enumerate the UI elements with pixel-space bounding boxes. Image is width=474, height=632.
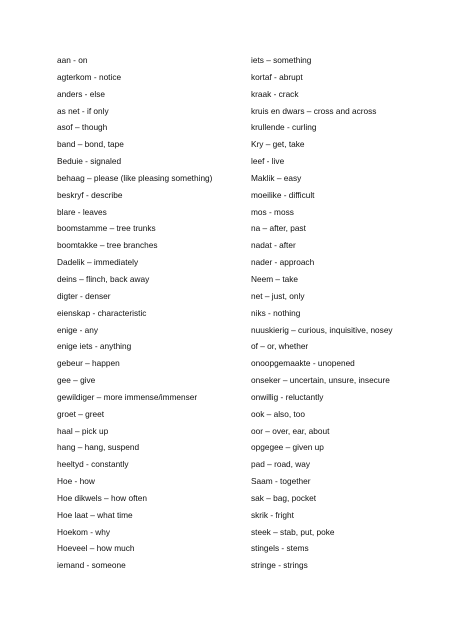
vocab-entry: hang – hang, suspend (57, 442, 140, 453)
vocab-entry: enige - any (57, 324, 99, 335)
vocab-entry: boomstamme – tree trunks (57, 223, 156, 234)
vocab-entry: deins – flinch, back away (57, 273, 150, 284)
vocab-entry: nuuskierig – curious, inquisitive, nosey (251, 324, 393, 335)
vocab-entry: behaag – please (like pleasing something) (57, 172, 213, 183)
vocab-entry: onoopgemaakte - unopened (251, 358, 355, 369)
vocab-entry: enige iets - anything (57, 341, 132, 352)
vocab-entry: sak – bag, pocket (251, 492, 317, 503)
vocab-entry: band – bond, tape (57, 139, 124, 150)
vocab-entry: Hoe dikwels – how often (57, 492, 147, 503)
vocab-entry: aan - on (57, 55, 88, 65)
vocab-entry: Hoe - how (57, 476, 95, 487)
vocab-entry: ook – also, too (251, 408, 305, 419)
vocab-entry: Kry – get, take (251, 139, 305, 150)
vocab-entry: leef - live (251, 156, 285, 167)
vocab-entry: gewildiger – more immense/immenser (57, 391, 198, 402)
vocab-entry: anders - else (57, 88, 105, 99)
vocabulary-list-right (251, 52, 466, 574)
vocab-entry: skrik - fright (251, 509, 294, 520)
vocab-entry: mos - moss (251, 206, 294, 217)
vocab-entry: onseker – uncertain, unsure, insecure (251, 375, 390, 386)
vocab-entry: kortaf - abrupt (251, 71, 303, 82)
vocab-entry: onwillig - reluctantly (251, 391, 324, 402)
vocab-entry: boomtakke – tree branches (57, 240, 158, 251)
vocab-entry: blare - leaves (57, 206, 107, 217)
vocab-entry: beskryf - describe (57, 189, 123, 200)
vocab-entry: gebeur – happen (57, 358, 120, 369)
vocab-entry: agterkom - notice (57, 71, 122, 82)
vocab-entry: kruis en dwars – cross and across (251, 105, 377, 116)
vocab-entry: steek – stab, put, poke (251, 526, 335, 537)
vocab-entry: gee – give (57, 375, 96, 386)
vocab-entry: niks - nothing (251, 307, 301, 318)
vocabulary-list-left (57, 52, 242, 574)
vocab-entry: Beduie - signaled (57, 156, 122, 167)
vocab-entry: net – just, only (251, 290, 305, 301)
vocab-entry: Saam - together (251, 476, 311, 487)
vocab-entry: iets – something (251, 55, 312, 65)
vocab-entry: of – or, whether (251, 341, 309, 352)
vocab-entry: heeltyd - constantly (57, 459, 129, 470)
vocab-entry: opgegee – given up (251, 442, 324, 453)
vocab-entry: digter - denser (57, 290, 111, 301)
vocab-entry: stringe - strings (251, 560, 308, 571)
vocab-entry: krullende - curling (251, 122, 317, 133)
vocab-entry: Maklik – easy (251, 172, 302, 183)
vocab-entry: Dadelik – immediately (57, 257, 139, 268)
vocab-entry: iemand - someone (57, 560, 126, 571)
vocab-entry: haal – pick up (57, 425, 109, 436)
vocab-entry: Hoeveel – how much (57, 543, 135, 554)
vocab-entry: groet – greet (57, 408, 105, 419)
vocab-entry: nader - approach (251, 257, 315, 268)
vocab-entry: Hoekom - why (57, 526, 111, 537)
vocab-entry: Hoe laat – what time (57, 509, 133, 520)
vocab-entry: moeilike - difficult (251, 189, 315, 200)
vocab-entry: Neem – take (251, 273, 299, 284)
vocab-entry: na – after, past (251, 223, 306, 234)
vocab-entry: asof – though (57, 122, 108, 133)
vocab-entry: stingels - stems (251, 543, 309, 554)
vocab-entry: oor – over, ear, about (251, 425, 330, 436)
vocab-entry: nadat - after (251, 240, 296, 251)
vocab-entry: kraak - crack (251, 88, 299, 99)
vocab-entry: pad – road, way (251, 459, 311, 470)
vocab-entry: eienskap - characteristic (57, 307, 147, 318)
vocab-entry: as net - if only (57, 105, 109, 116)
